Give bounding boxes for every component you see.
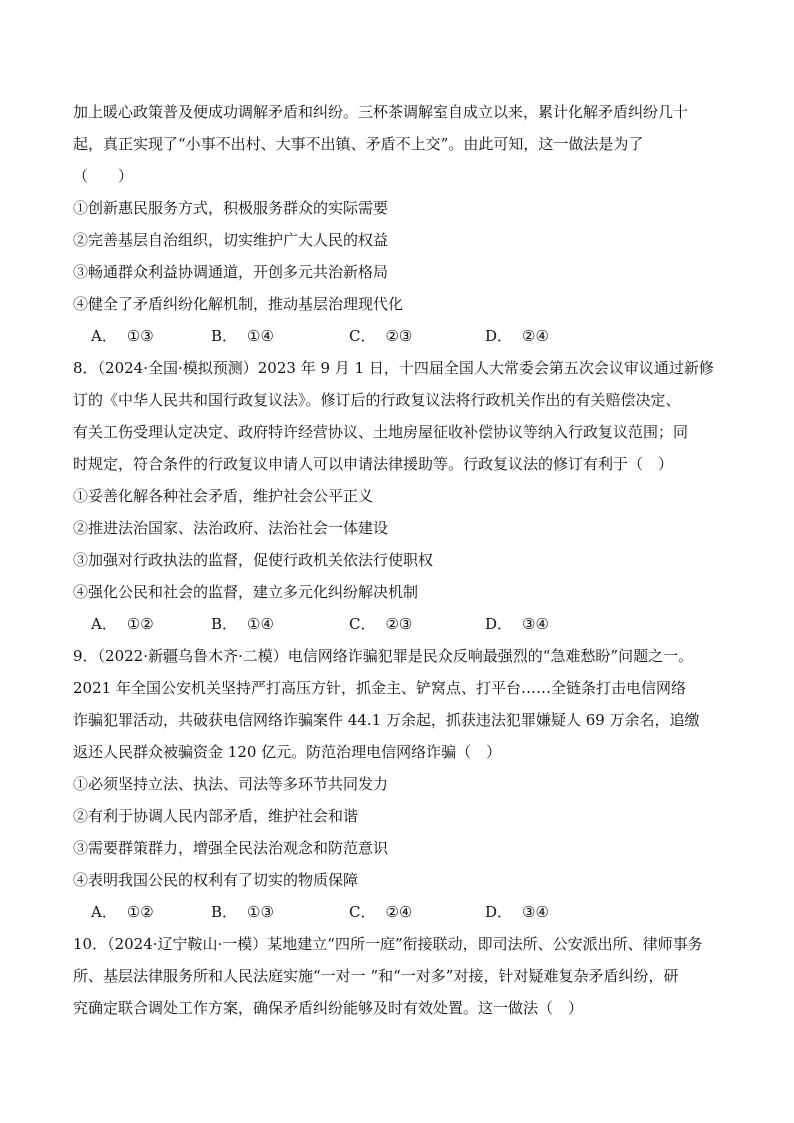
question-8-statement-4: ④强化公民和社会的监督，建立多元化纠纷解决机制 (73, 583, 419, 601)
question-9-statement-4: ④表明我国公民的权利有了切实的物质保障 (73, 871, 359, 889)
question-7-option-d: D． ②④ (485, 327, 549, 345)
question-7-stem-line-2: 起，真正实现了“小事不出村、大事不出镇、矛盾不上交”。由此可知，这一做法是为了 (73, 135, 644, 153)
question-9-option-a: A． ①② (91, 903, 154, 921)
question-9-option-c: C． ②④ (349, 903, 413, 921)
question-8-options (73, 608, 723, 640)
question-10-stem-line-2: 所、基层法律服务所和人民法庭实施“一对一 ”和“一对多”对接，针对疑难复杂矛盾纠纷，研 (73, 967, 679, 985)
question-7-statement-2: ②完善基层自治组织，切实维护广大人民的权益 (73, 231, 389, 249)
question-9-stem-line-1: 9．（2022·新疆乌鲁木齐·二模）电信网络诈骗犯罪是民众反响最强烈的“急难愁盼”问题之一。 (73, 647, 694, 665)
question-8-option-c: C． ②③ (349, 615, 413, 633)
question-9-stem-line-4: 返还人民群众被骗资金 120 亿元。防范治理电信网络诈骗（ ） (73, 743, 502, 761)
question-8-statement-1: ①妥善化解各种社会矛盾，维护社会公平正义 (73, 487, 374, 505)
question-7-stem-line-3: （ ） (73, 167, 134, 185)
question-7-statement-1: ①创新惠民服务方式，积极服务群众的实际需要 (73, 199, 389, 217)
question-8 (73, 352, 723, 640)
question-7-option-c: C． ②③ (349, 327, 413, 345)
question-8-statement-3: ③加强对行政执法的监督，促使行政机关依法行使职权 (73, 551, 434, 569)
question-8-option-a: A． ①② (91, 615, 154, 633)
question-9 (73, 640, 723, 928)
question-9-statement-2: ②有利于协调人民内部矛盾，维护社会和谐 (73, 807, 359, 825)
question-10-stem-line-1: 10．（2024·辽宁鞍山·一模）某地建立“四所一庭”衔接联动，即司法所、公安派出所、律师事务 (73, 935, 703, 953)
question-8-option-d: D． ③④ (485, 615, 549, 633)
question-7-option-a: A． ①③ (91, 327, 154, 345)
question-8-stem-line-4: 时规定，符合条件的行政复议申请人可以申请法律援助等。行政复议法的修订有利于（ ） (73, 455, 674, 473)
question-7-option-b: B． ①④ (211, 327, 274, 345)
question-content (73, 96, 723, 1024)
question-7-statement-3: ③畅通群众利益协调通道，开创多元共治新格局 (73, 263, 389, 281)
question-9-options (73, 896, 723, 928)
question-10-stem-line-3: 究确定联合调处工作方案，确保矛盾纠纷能够及时有效处置。这一做法（ ） (73, 999, 584, 1017)
question-10 (73, 928, 723, 1024)
question-7-options (73, 320, 723, 352)
question-8-stem-line-3: 有关工伤受理认定决定、政府特许经营协议、土地房屋征收补偿协议等纳入行政复议范围；同 (73, 423, 689, 441)
question-9-stem-line-3: 诈骗犯罪活动，共破获电信网络诈骗案件 44.1 万余起，抓获违法犯罪嫌疑人 69 万余名，追缴 (73, 711, 700, 729)
question-9-statement-3: ③需要群策群力，增强全民法治观念和防范意识 (73, 839, 389, 857)
question-8-stem-line-2: 订的《中华人民共和国行政复议法》。修订后的行政复议法将行政机关作出的有关赔偿决定、 (73, 391, 681, 409)
question-7-stem-line-1: 加上暖心政策普及便成功调解矛盾和纠纷。三杯茶调解室自成立以来，累计化解矛盾纠纷几十 (73, 103, 689, 121)
question-7-statement-4: ④健全了矛盾纠纷化解机制，推动基层治理现代化 (73, 295, 404, 313)
question-7 (73, 96, 723, 352)
question-9-option-d: D． ③④ (485, 903, 549, 921)
question-8-option-b: B． ①④ (211, 615, 274, 633)
question-9-statement-1: ①必须坚持立法、执法、司法等多环节共同发力 (73, 775, 389, 793)
question-8-stem-line-1: 8．（2024·全国·模拟预测）2023 年 9 月 1 日，十四届全国人大常委会第五次会议审议通过新修 (73, 359, 714, 377)
question-9-stem-line-2: 2021 年全国公安机关坚持严打高压方针，抓金主、铲窝点、打平台……全链条打击电信网络 (73, 679, 686, 697)
question-9-option-b: B． ①③ (211, 903, 274, 921)
question-8-statement-2: ②推进法治国家、法治政府、法治社会一体建设 (73, 519, 389, 537)
